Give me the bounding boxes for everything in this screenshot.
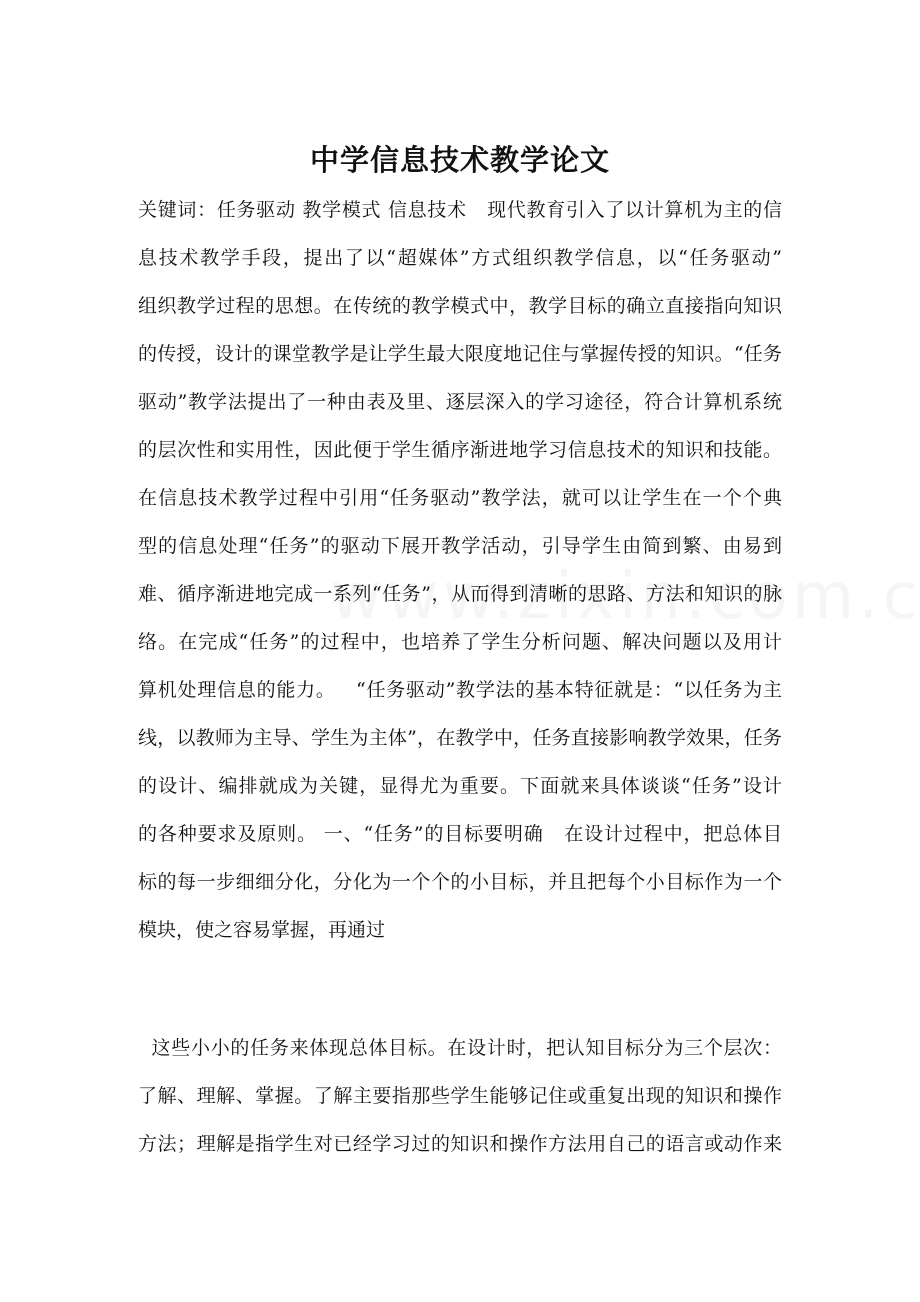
text-line: 息技术教学手段，提出了以“超媒体”方式组织教学信息，以“任务驱动” (138, 247, 782, 269)
text-line: 在信息技术教学过程中引用“任务驱动”教学法，就可以让学生在一个个典 (138, 487, 782, 509)
text-line: 标的每一步细细分化，分化为一个个的小目标，并且把每个小目标作为一个 (138, 871, 782, 893)
text-line: 的设计、编排就成为关键，显得尤为重要。下面就来具体谈谈“任务”设计 (138, 775, 782, 797)
page-title: 中学信息技术教学论文 (309, 143, 610, 177)
text-line: 难、循序渐进地完成一系列“任务”，从而得到清晰的思路、方法和知识的脉 (138, 583, 782, 605)
text-line: 驱动”教学法提出了一种由表及里、逐层深入的学习途径，符合计算机系统 (138, 391, 782, 413)
text-line: 线，以教师为主导、学生为主体”，在教学中，任务直接影响教学效果，任务 (138, 727, 782, 749)
text-line: 模块，使之容易掌握，再通过 (138, 919, 386, 941)
text-line: 组织教学过程的思想。在传统的教学模式中，教学目标的确立直接指向知识 (138, 295, 782, 317)
text-line: 的层次性和实用性，因此便于学生循序渐进地学习信息技术的知识和技能。 (138, 439, 782, 461)
text-line: 方法；理解是指学生对已经学习过的知识和操作方法用自己的语言或动作来 (138, 1133, 782, 1155)
text-line: 络。在完成“任务”的过程中，也培养了学生分析问题、解决问题以及用计 (138, 631, 782, 653)
text-line: 的传授，设计的课堂教学是让学生最大限度地记住与掌握传授的知识。“任务 (138, 343, 782, 365)
text-line: 算机处理信息的能力。 “任务驱动”教学法的基本特征就是：“以任务为主 (138, 679, 782, 701)
text-line: 的各种要求及原则。 一、“任务”的目标要明确 在设计过程中，把总体目 (138, 823, 782, 845)
text-line: 这些小小的任务来体现总体目标。在设计时，把认知目标分为三个层次： (138, 1037, 782, 1059)
text-line: 关键词：任务驱动 教学模式 信息技术 现代教育引入了以计算机为主的信 (138, 199, 782, 221)
text-line: 型的信息处理“任务”的驱动下展开教学活动，引导学生由简到繁、由易到 (138, 535, 782, 557)
text-line: 了解、理解、掌握。了解主要指那些学生能够记住或重复出现的知识和操作 (138, 1085, 782, 1107)
